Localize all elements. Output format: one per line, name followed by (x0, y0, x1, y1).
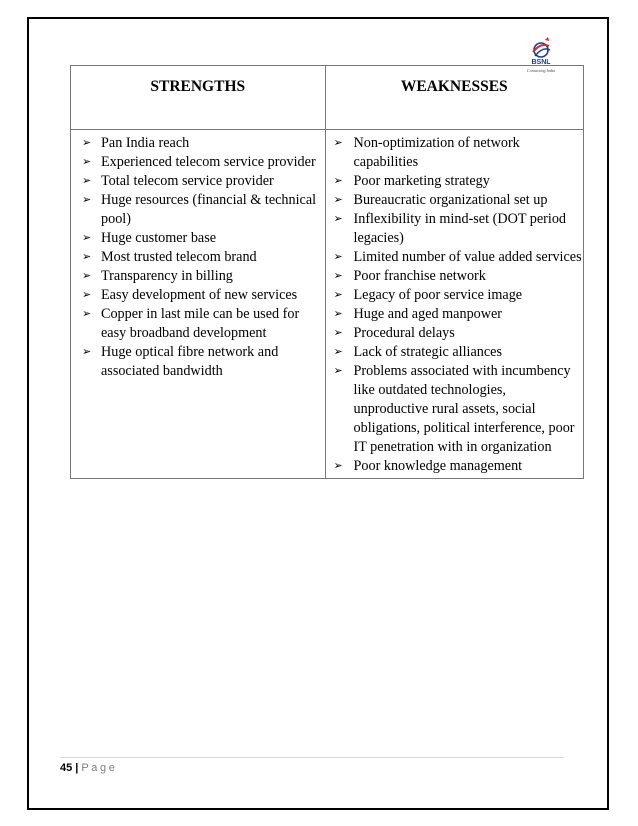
weakness-item (326, 457, 584, 476)
strength-item (71, 286, 325, 305)
arrow-bullet-icon: ➢ (82, 270, 92, 282)
strength-item-text: Huge resources (financial & technical pool) (101, 192, 317, 227)
weakness-item-text: Legacy of poor service image (353, 287, 523, 303)
arrow-bullet-icon: ➢ (333, 137, 343, 149)
strength-item (71, 305, 325, 343)
strengths-list (71, 130, 325, 383)
weakness-item-text: Bureaucratic organizational set up (353, 192, 548, 208)
weakness-item-text: Inflexibility in mind-set (DOT period legacies) (353, 211, 567, 246)
strength-item (71, 229, 325, 248)
weaknesses-cell (325, 130, 584, 479)
weakness-item (326, 210, 584, 248)
bsnl-logo-icon (519, 37, 563, 59)
arrow-bullet-icon: ➢ (82, 251, 92, 263)
weakness-item-text: Poor marketing strategy (353, 173, 490, 189)
weakness-item-text: Non-optimization of network capabilities (353, 135, 520, 170)
weakness-item-text: Poor knowledge management (353, 458, 523, 474)
strength-item-text: Pan India reach (101, 135, 190, 151)
arrow-bullet-icon: ➢ (333, 289, 343, 301)
arrow-bullet-icon: ➢ (82, 346, 92, 358)
weakness-item (326, 248, 584, 267)
arrow-bullet-icon: ➢ (82, 137, 92, 149)
weakness-item-text: Huge and aged manpower (353, 306, 503, 322)
strength-item (71, 267, 325, 286)
weakness-item (326, 134, 584, 172)
weakness-item (326, 343, 584, 362)
arrow-bullet-icon: ➢ (333, 194, 343, 206)
strength-item-text: Huge optical fibre network and associated bandwidth (101, 344, 279, 379)
strength-item-text: Huge customer base (101, 230, 217, 246)
weakness-item-text: Poor franchise network (353, 268, 486, 284)
header-row (71, 66, 584, 130)
strength-item (71, 153, 325, 172)
weakness-item-text: Procedural delays (353, 325, 455, 341)
content-row (71, 130, 584, 479)
swot-table (70, 65, 584, 479)
weakness-item-text: Lack of strategic alliances (353, 344, 502, 360)
weakness-item (326, 362, 584, 457)
weakness-item (326, 191, 584, 210)
strength-item (71, 248, 325, 267)
strength-item (71, 191, 325, 229)
arrow-bullet-icon: ➢ (333, 213, 343, 225)
page-label: Page (81, 762, 118, 774)
arrow-bullet-icon: ➢ (333, 270, 343, 282)
weakness-item (326, 267, 584, 286)
strengths-header: STRENGTHS (71, 66, 326, 130)
strength-item-text: Most trusted telecom brand (101, 249, 257, 265)
arrow-bullet-icon: ➢ (333, 251, 343, 263)
weakness-item-text: Limited number of value added services (353, 249, 582, 265)
arrow-bullet-icon: ➢ (82, 308, 92, 320)
strength-item (71, 134, 325, 153)
page-number: 45 (60, 762, 73, 774)
weaknesses-list (326, 130, 584, 478)
weakness-item (326, 286, 584, 305)
arrow-bullet-icon: ➢ (333, 460, 343, 472)
strength-item-text: Experienced telecom service provider (101, 154, 316, 170)
strength-item-text: Transparency in billing (101, 268, 233, 284)
arrow-bullet-icon: ➢ (82, 194, 92, 206)
arrow-bullet-icon: ➢ (333, 346, 343, 358)
arrow-bullet-icon: ➢ (333, 327, 343, 339)
footer-separator: | (75, 762, 79, 774)
arrow-bullet-icon: ➢ (82, 175, 92, 187)
logo-tagline: Connecting India (527, 68, 555, 73)
footer-divider (60, 757, 564, 758)
weakness-item-text: Problems associated with incumbency like outdated technologies, unproductive rural assets, social obligations, political interference, poor IT penetration with in organization (353, 363, 575, 455)
arrow-bullet-icon: ➢ (82, 232, 92, 244)
strength-item-text: Copper in last mile can be used for easy broadband development (101, 306, 300, 341)
arrow-bullet-icon: ➢ (333, 175, 343, 187)
page-footer (60, 762, 117, 774)
strengths-cell (71, 130, 326, 479)
strength-item-text: Total telecom service provider (101, 173, 274, 189)
weakness-item (326, 305, 584, 324)
strength-item (71, 172, 325, 191)
logo-name: BSNL (531, 59, 551, 66)
arrow-bullet-icon: ➢ (333, 365, 343, 377)
weakness-item (326, 324, 584, 343)
strength-item (71, 343, 325, 381)
arrow-bullet-icon: ➢ (333, 308, 343, 320)
arrow-bullet-icon: ➢ (82, 289, 92, 301)
strength-item-text: Easy development of new services (101, 287, 298, 303)
arrow-bullet-icon: ➢ (82, 156, 92, 168)
weakness-item (326, 172, 584, 191)
weaknesses-header: WEAKNESSES (325, 66, 584, 130)
